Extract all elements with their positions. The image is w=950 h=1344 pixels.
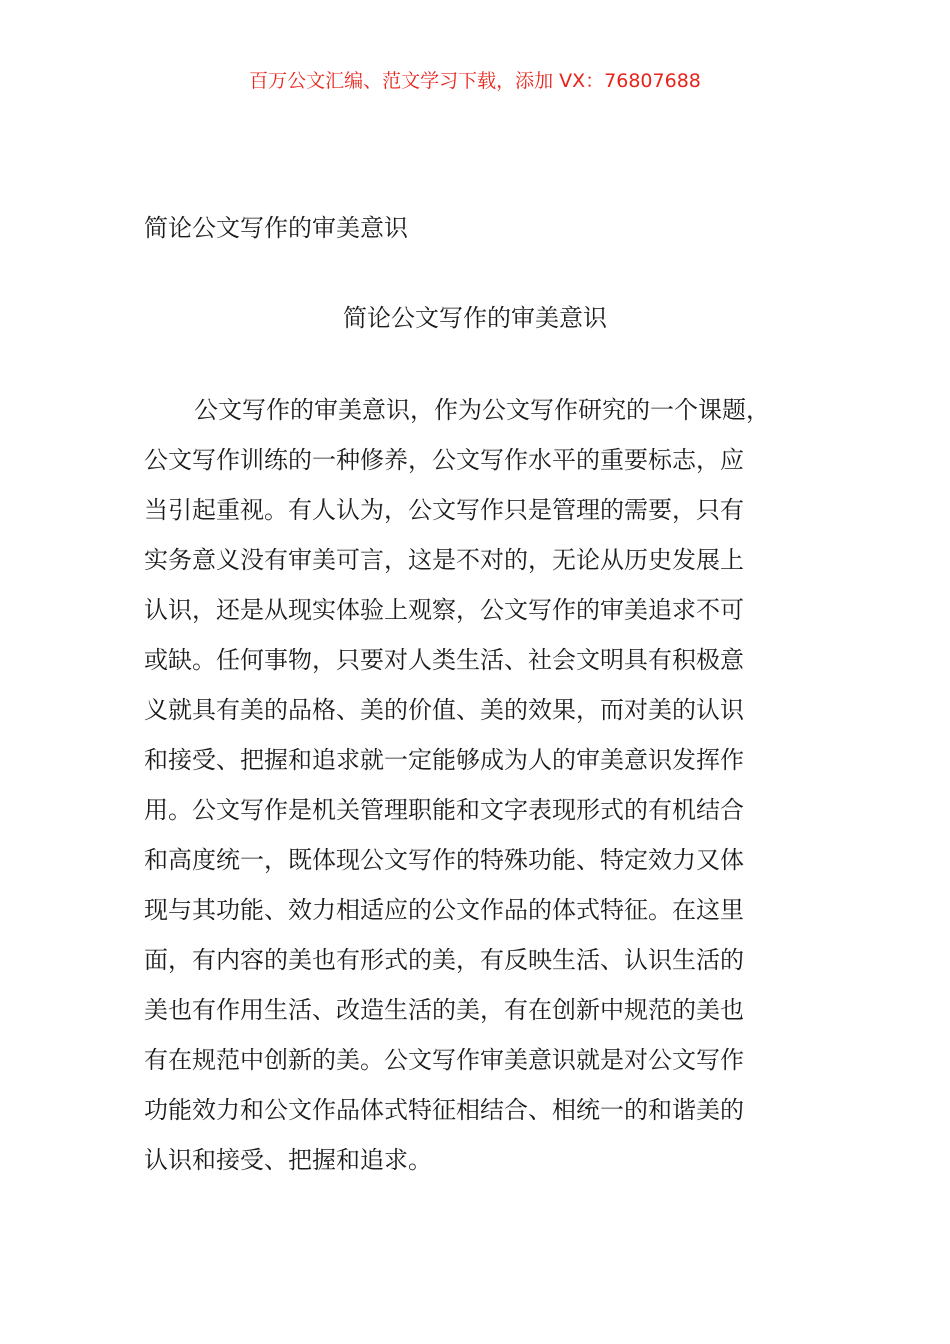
body-line: 当引起重视。有人认为，公文写作只是管理的需要，只有 (144, 496, 744, 524)
header-note: 百万公文汇编、范文学习下载，添加 VX：76807688 (249, 70, 701, 92)
article-body (144, 388, 824, 1188)
body-line: 公文写作训练的一种修养，公文写作水平的重要标志，应 (144, 446, 744, 474)
body-line: 实务意义没有审美可言，这是不对的，无论从历史发展上 (144, 546, 744, 574)
body-line: 认识和接受、把握和追求。 (144, 1146, 432, 1174)
body-line: 认识，还是从现实体验上观察，公文写作的审美追求不可 (144, 596, 744, 624)
body-line: 或缺。任何事物，只要对人类生活、社会文明具有积极意 (144, 646, 744, 674)
body-line: 用。公文写作是机关管理职能和文字表现形式的有机结合 (144, 796, 744, 824)
body-line: 有在规范中创新的美。公文写作审美意识就是对公文写作 (144, 1046, 744, 1074)
body-line: 和接受、把握和追求就一定能够成为人的审美意识发挥作 (144, 746, 744, 774)
body-line: 面，有内容的美也有形式的美，有反映生活、认识生活的 (144, 946, 744, 974)
article-title: 简论公文写作的审美意识 (343, 304, 607, 332)
body-line: 义就具有美的品格、美的价值、美的效果，而对美的认识 (144, 696, 744, 724)
document-title: 简论公文写作的审美意识 (144, 214, 408, 242)
body-line: 公文写作的审美意识，作为公文写作研究的一个课题， (194, 396, 770, 424)
body-line: 功能效力和公文作品体式特征相结合、相统一的和谐美的 (144, 1096, 744, 1124)
body-line: 现与其功能、效力相适应的公文作品的体式特征。在这里 (144, 896, 744, 924)
body-line: 美也有作用生活、改造生活的美，有在创新中规范的美也 (144, 996, 744, 1024)
body-line: 和高度统一，既体现公文写作的特殊功能、特定效力又体 (144, 846, 744, 874)
